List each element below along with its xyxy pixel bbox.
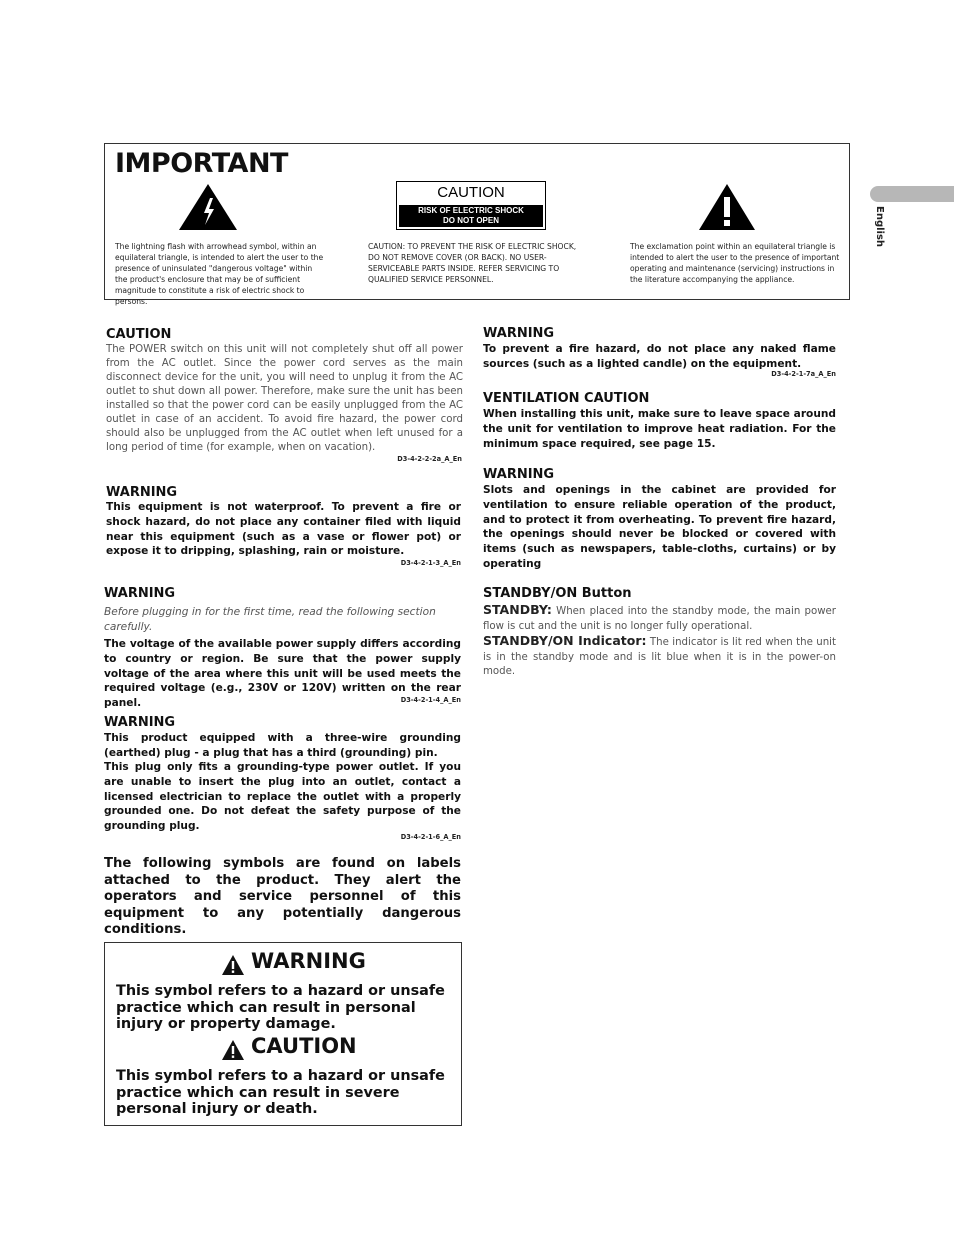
warning-body-1: This equipment is not waterproof. To prevent a fire or shock hazard, do not place any container filed with liquid near this equipment (such as a vase or flower pot) or expose it to dripping, splashing, rain or moisture.: [106, 501, 461, 558]
warning-code-1: D3-4-2-1-3_A_En: [400, 559, 461, 567]
plate-line-1: RISK OF ELECTRIC SHOCK: [418, 206, 524, 215]
caution-heading: CAUTION: [106, 327, 172, 342]
box-warning-title: WARNING: [251, 949, 366, 973]
indicator-text: The indicator is lit red when the unit is in the standby mode and is lit blue when it is in the power-on mode.: [483, 637, 836, 677]
language-label: English: [874, 206, 885, 248]
lightning-warning-icon: [177, 182, 239, 232]
exclamation-description: The exclamation point within an equilateral triangle is intended to alert the user to the presence of important operating and maintenance (servicing) instructions in the literature accompanying the appliance.: [630, 242, 840, 284]
warning-heading-3: WARNING: [104, 715, 176, 730]
warning-heading-5: WARNING: [483, 467, 555, 482]
warning-body-3a: This product equipped with a three-wire grounding (earthed) plug - a plug that has a third (grounding) pin.: [104, 732, 461, 759]
ventilation-heading: VENTILATION CAUTION: [483, 391, 650, 406]
caution-body: The POWER switch on this unit will not completely shut off all power from the AC outlet. Since the power cord serves as the main disconnect device for the unit, you will need to unplug it from the AC outlet to shut down all power. Therefore, make sure the unit has been installed so that the power cord can be easily unplugged from the AC outlet in case of an accident. To avoid fire hazard, the power cord should also be unplugged from the AC outlet when left unused for a long period of time (for example, when on vacation).: [106, 344, 463, 453]
important-box: [104, 143, 850, 306]
symbols-box: [104, 942, 462, 1126]
caution-code: D3-4-2-2-2a_A_En: [397, 455, 462, 463]
standby-heading: STANDBY/ON Button: [483, 586, 632, 601]
caution-description: CAUTION: TO PREVENT THE RISK OF ELECTRIC SHOCK, DO NOT REMOVE COVER (OR BACK). NO USER-SERVICEABLE PARTS INSIDE. REFER SERVICING TO QUALIFIED SERVICE PERSONNEL.: [368, 242, 577, 284]
warning-code-4: D3-4-2-1-7a_A_En: [771, 370, 836, 378]
warning-triangle-icon: [221, 954, 245, 976]
plate-line-2: DO NOT OPEN: [442, 216, 499, 225]
box-caution-text: This symbol refers to a hazard or unsafe practice which can result in severe personal injury or death.: [116, 1068, 445, 1117]
warning-body-5: Slots and openings in the cabinet are provided for ventilation to ensure reliable operation of the product, and to protect it from overheating. To prevent fire hazard, the openings should never be blocked or covered with items (such as newspapers, table-cloths, curtains) or by operating: [483, 484, 836, 570]
warning-heading-2: WARNING: [104, 586, 176, 601]
indicator-label: STANDBY/ON Indicator:: [483, 633, 647, 648]
warning-heading-4: WARNING: [483, 326, 555, 341]
standby-paragraph: [483, 603, 836, 634]
ventilation-body: When installing this unit, make sure to leave space around the unit for ventilation to improve heat radiation. For the minimum space required, see page 15.: [483, 408, 836, 450]
caution-plate-title: CAUTION: [437, 184, 505, 201]
indicator-paragraph: [483, 634, 836, 680]
warning-intro-2: Before plugging in for the first time, read the following section carefully.: [104, 606, 436, 633]
warning-body-2: The voltage of the available power supply differs according to country or region. Be sure that the power supply voltage of the area where this unit will be used meets the required voltage (e.g., 230V or 120V) written on the rear panel.: [104, 638, 461, 710]
warning-code-3: D3-4-2-1-6_A_En: [400, 833, 461, 841]
exclamation-warning-icon: [697, 182, 757, 232]
warning-body-4: To prevent a fire hazard, do not place any naked flame sources (such as a lighted candle) on the equipment.: [483, 343, 836, 370]
caution-plate-warning: [399, 205, 543, 227]
language-tab: [870, 186, 954, 202]
box-warning-text: This symbol refers to a hazard or unsafe practice which can result in personal injury or property damage.: [116, 983, 445, 1032]
important-title: IMPORTANT: [115, 148, 288, 179]
caution-triangle-icon: [221, 1039, 245, 1061]
box-caution-title: CAUTION: [251, 1034, 357, 1058]
standby-label: STANDBY:: [483, 602, 552, 617]
lightning-description: The lightning flash with arrowhead symbol, within an equilateral triangle, is intended to alert the user to the presence of uninsulated "dangerous voltage" within the product's enclosure that may be of sufficient magnitude to constitute a risk of electric shock to persons.: [115, 242, 324, 306]
warning-code-2: D3-4-2-1-4_A_En: [400, 696, 461, 704]
symbols-intro: The following symbols are found on labels attached to the product. They alert the operators and service personnel of this equipment to any potentially dangerous conditions.: [104, 856, 461, 937]
warning-heading-1: WARNING: [106, 485, 178, 500]
warning-body-3b: This plug only fits a grounding-type power outlet. If you are unable to insert the plug into an outlet, contact a licensed electrician to replace the outlet with a properly grounded one. Do not defeat the safety purpose of the grounding plug.: [104, 761, 461, 833]
standby-text: When placed into the standby mode, the main power flow is cut and the unit is no longer fully operational.: [483, 606, 836, 632]
caution-plate: [396, 181, 546, 230]
